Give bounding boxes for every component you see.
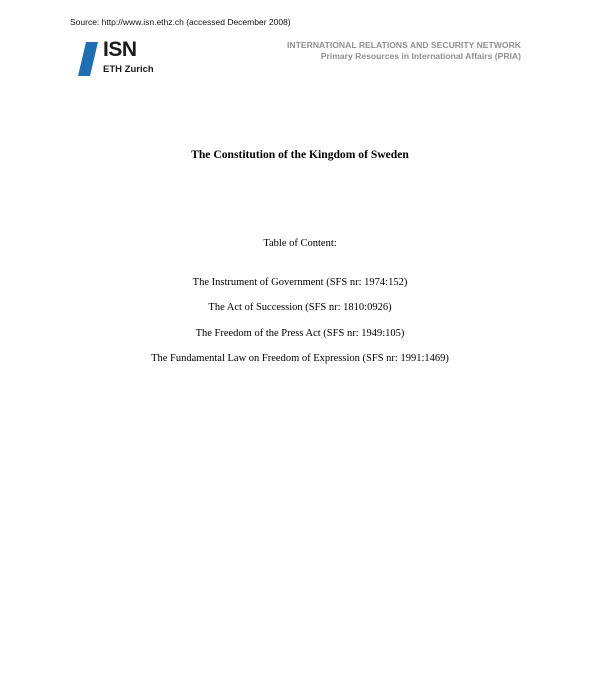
isn-logo (78, 40, 168, 78)
logo-slash-icon (78, 42, 98, 76)
toc-item: The Fundamental Law on Freedom of Expression (SFS nr: 1991:1469) (151, 352, 449, 364)
document-title: The Constitution of the Kingdom of Sweden (191, 148, 409, 161)
logo-wordmark: ISN (103, 38, 137, 61)
toc-item: The Instrument of Government (SFS nr: 1974:152) (192, 277, 408, 288)
source-citation: Source: http://www.isn.ethz.ch (accessed December 2008) (70, 17, 291, 27)
logo-subtitle: ETH Zurich (103, 64, 154, 75)
network-name: INTERNATIONAL RELATIONS AND SECURITY NETWORK (287, 40, 521, 50)
toc-item: The Freedom of the Press Act (SFS nr: 1949:105) (195, 327, 405, 339)
toc-list (0, 277, 600, 378)
network-subtitle: Primary Resources in International Affairs (PRIA) (320, 51, 521, 61)
network-heading (287, 40, 521, 62)
toc-heading: Table of Content: (263, 238, 337, 249)
toc-item: The Act of Succession (SFS nr: 1810:0926) (208, 302, 392, 314)
